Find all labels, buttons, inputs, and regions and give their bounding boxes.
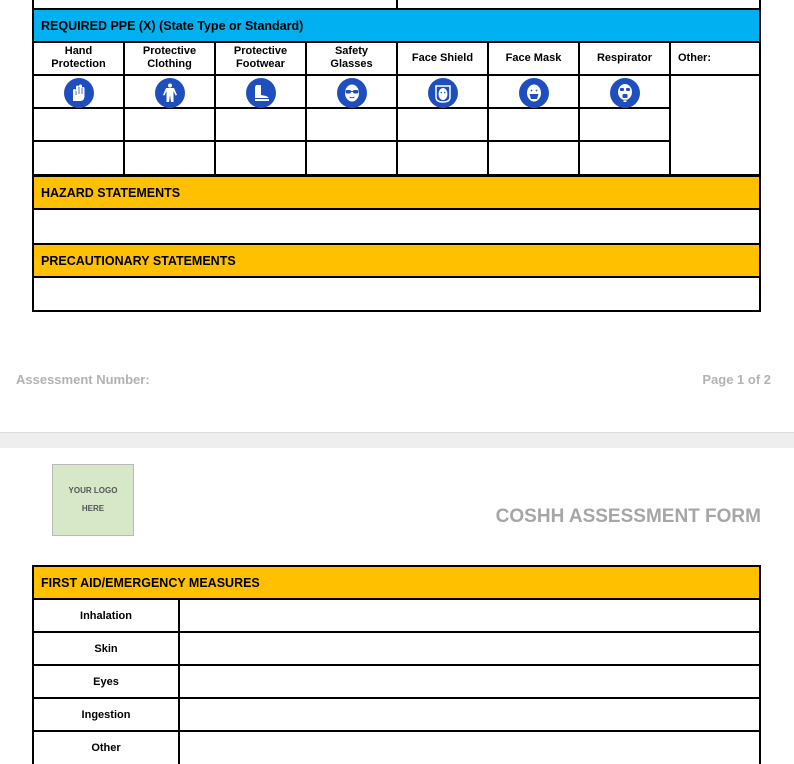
face-shield-icon [428, 78, 458, 108]
assessment-number-label: Assessment Number: [16, 372, 150, 387]
ppe-header: REQUIRED PPE (X) (State Type or Standard) [32, 8, 761, 43]
table-row [34, 600, 759, 633]
ppe-col-protective-clothing: Protective Clothing [142, 45, 197, 70]
logo-placeholder: YOUR LOGO HERE [52, 464, 134, 536]
precautionary-statements-header: PRECAUTIONARY STATEMENTS [32, 243, 761, 278]
respirator-icon [610, 78, 640, 108]
safety-glasses-icon [337, 78, 367, 108]
ppe-col-other: Other: [678, 51, 711, 64]
respirator-cell [580, 76, 669, 109]
page-separator [0, 432, 794, 448]
protective-clothing-cell [125, 76, 214, 109]
hazard-statements-header: HAZARD STATEMENTS [32, 175, 761, 210]
hand-protection-cell [34, 76, 123, 109]
first-aid-label-eyes: Eyes [93, 675, 119, 688]
ppe-col-safety-glasses: Safety Glasses [330, 45, 373, 70]
first-aid-label-ingestion: Ingestion [81, 708, 131, 721]
table-row [34, 699, 759, 732]
coverall-icon [155, 78, 185, 108]
hazard-statements-field[interactable] [32, 210, 761, 245]
ppe-col-protective-footwear: Protective Footwear [233, 45, 288, 70]
previous-table-stub [32, 0, 761, 8]
ppe-grid [32, 41, 761, 176]
gloves-icon [64, 78, 94, 108]
table-row [34, 666, 759, 699]
form-title: COSHH ASSESSMENT FORM [495, 506, 761, 527]
face-mask-cell [489, 76, 578, 109]
ppe-col-face-shield: Face Shield [411, 51, 474, 64]
ppe-col-hand-protection: Hand Protection [51, 45, 106, 70]
table-row [34, 732, 759, 764]
page-2 [0, 448, 794, 764]
precautionary-statements-field[interactable] [32, 278, 761, 312]
table-row [34, 633, 759, 666]
ppe-col-respirator: Respirator [596, 51, 653, 64]
protective-footwear-cell [216, 76, 305, 109]
ppe-col-face-mask: Face Mask [505, 51, 562, 64]
face-mask-icon [519, 78, 549, 108]
boot-icon [246, 78, 276, 108]
safety-glasses-cell [307, 76, 396, 109]
first-aid-label-other: Other [91, 741, 121, 754]
first-aid-label-inhalation: Inhalation [80, 609, 132, 622]
page-indicator: Page 1 of 2 [702, 372, 771, 387]
first-aid-label-skin: Skin [94, 642, 118, 655]
face-shield-cell [398, 76, 487, 109]
first-aid-table [32, 600, 761, 764]
first-aid-header: FIRST AID/EMERGENCY MEASURES [32, 565, 761, 600]
